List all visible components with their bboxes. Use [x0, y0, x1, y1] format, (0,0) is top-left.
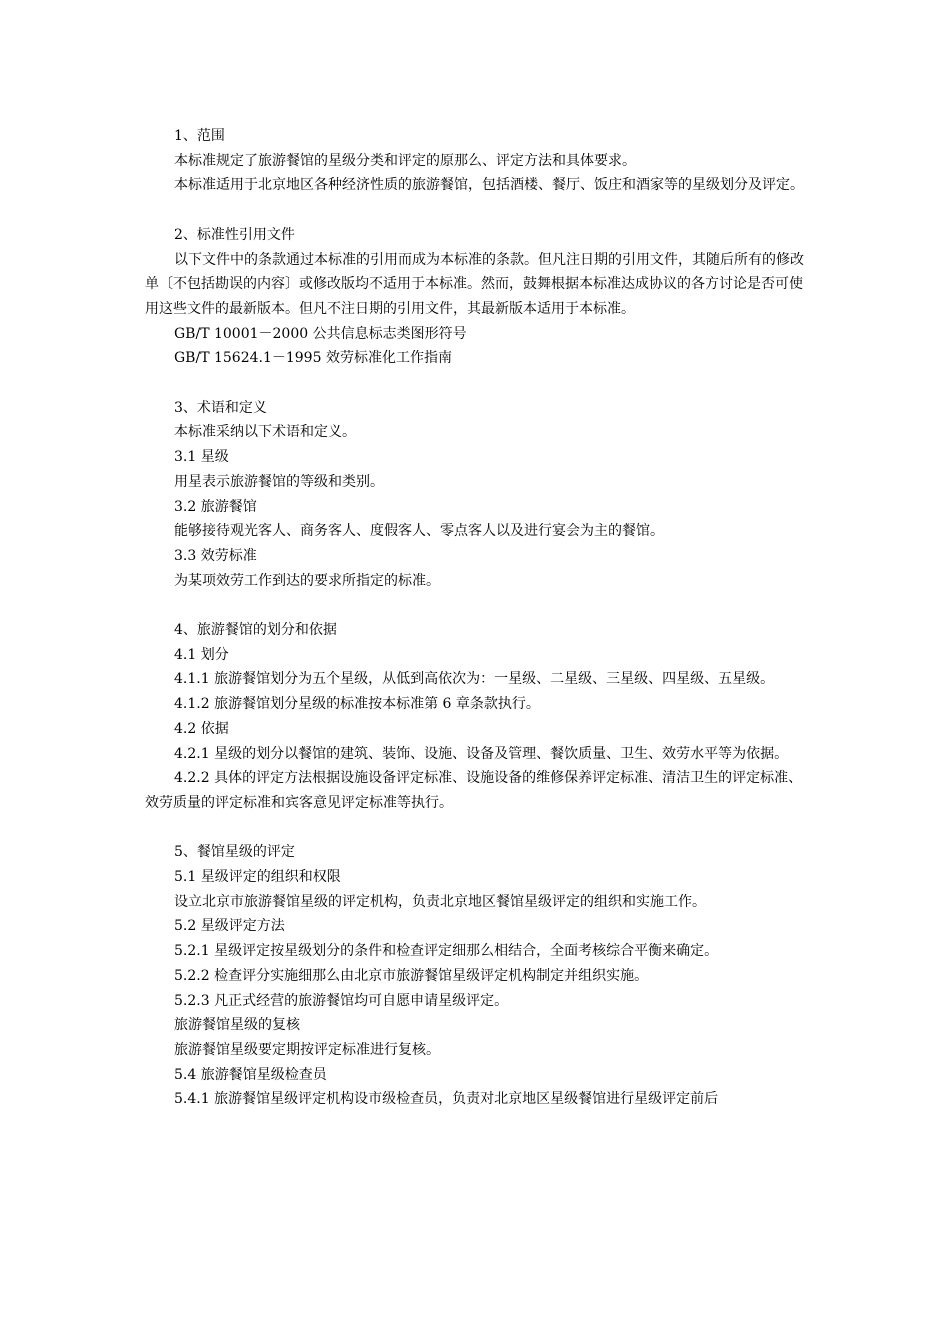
term-1-title: 3.1 星级 [174, 449, 229, 466]
clause-5-4-1: 5.4.1 旅游餐馆星级评定机构设市级检查员，负责对北京地区星级餐馆进行星级评定前后 [174, 1091, 719, 1108]
subsection-5-1-heading: 5.1 星级评定的组织和权限 [174, 869, 341, 886]
subsection-4-2-heading: 4.2 依据 [174, 720, 229, 737]
clause-5-3: 旅游餐馆星级要定期按评定标准进行复核。 [174, 1041, 440, 1058]
section-4-heading: 4、旅游餐馆的划分和依据 [174, 622, 337, 639]
clause-5-1: 设立北京市旅游餐馆星级的评定机构，负责北京地区餐馆星级评定的组织和实施工作。 [174, 893, 706, 910]
reference-1: GB/T 10001－2000 公共信息标志类图形符号 [174, 325, 467, 342]
subsection-5-2-heading: 5.2 星级评定方法 [174, 918, 285, 935]
spacer [145, 593, 805, 618]
clause-5-2-2: 5.2.2 检查评分实施细那么由北京市旅游餐馆星级评定机构制定并组织实施。 [174, 967, 649, 984]
subsection-4-1-heading: 4.1 划分 [174, 646, 229, 663]
term-3-text: 为某项效劳工作到达的要求所指定的标准。 [174, 572, 440, 589]
clause-5-2-1: 5.2.1 星级评定按星级划分的条件和检查评定细那么相结合，全面考核综合平衡来确定。 [174, 943, 719, 960]
reference-2: GB/T 15624.1－1995 效劳标准化工作指南 [174, 350, 452, 367]
section-2-heading: 2、标准性引用文件 [174, 226, 295, 243]
term-2-text: 能够接待观光客人、商务客人、度假客人、零点客人以及进行宴会为主的餐馆。 [174, 523, 664, 540]
spacer [145, 198, 805, 223]
term-1-text: 用星表示旅游餐馆的等级和类别。 [174, 473, 384, 490]
clause-5-2-3: 5.2.3 凡正式经营的旅游餐馆均可自愿申请星级评定。 [174, 992, 509, 1009]
section-3-intro: 本标准采纳以下术语和定义。 [174, 424, 356, 441]
subsection-5-3-heading: 旅游餐馆星级的复核 [174, 1017, 300, 1034]
section-1-paragraph-2: 本标准适用于北京地区各种经济性质的旅游餐馆，包括酒楼、餐厅、饭庄和酒家等的星级划分及评定。 [174, 177, 804, 194]
clause-4-1-1: 4.1.1 旅游餐馆划分为五个星级，从低到高依次为：一星级、二星级、三星级、四星级、五星级。 [174, 671, 775, 688]
term-3-title: 3.3 效劳标准 [174, 547, 257, 564]
subsection-5-4-heading: 5.4 旅游餐馆星级检查员 [174, 1066, 327, 1083]
section-1-heading: 1、范围 [174, 128, 225, 144]
clause-4-2-2: 4.2.2 具体的评定方法根据设施设备评定标准、设施设备的维修保养评定标准、清洁卫生的评定标准、效劳质量的评定标准和宾客意见评定标准等执行。 [145, 770, 803, 811]
section-5-heading: 5、餐馆星级的评定 [174, 844, 295, 861]
spacer [145, 816, 805, 841]
spacer [145, 371, 805, 396]
clause-4-1-2: 4.1.2 旅游餐馆划分星级的标准按本标准第 6 章条款执行。 [174, 696, 540, 713]
term-2-title: 3.2 旅游餐馆 [174, 498, 257, 515]
document-body [145, 124, 805, 1112]
section-2-paragraph-1: 以下文件中的条款通过本标准的引用而成为本标准的条款。但凡注日期的引用文件，其随后所有的修改单〔不包括勘误的内容〕或修改版均不适用于本标准。然而，鼓舞根据本标准达成协议的各方讨论是否可使用这些文件的最新版本。但凡不注日期的引用文件，其最新版本适用于本标准。 [145, 251, 804, 317]
section-3-heading: 3、术语和定义 [174, 399, 267, 416]
clause-4-2-1: 4.2.1 星级的划分以餐馆的建筑、装饰、设施、设备及管理、餐饮质量、卫生、效劳水平等为依据。 [174, 745, 789, 762]
section-1-paragraph-1: 本标准规定了旅游餐馆的星级分类和评定的原那么、评定方法和具体要求。 [174, 152, 636, 169]
